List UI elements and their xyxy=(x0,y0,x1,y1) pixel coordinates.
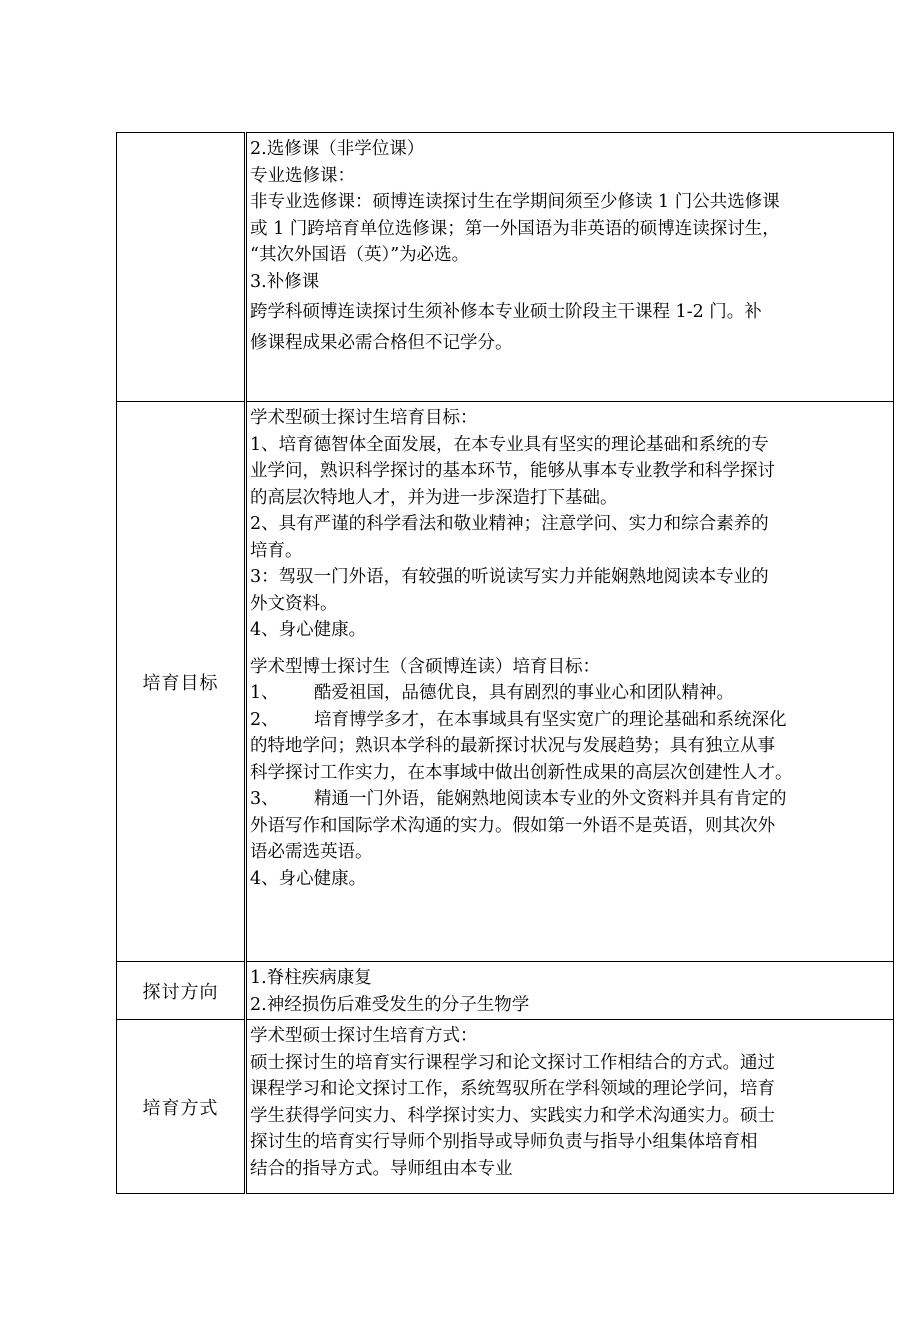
text-line: 修课程成果必需合格但不记学分。 xyxy=(250,332,513,353)
text-line: 培育。 xyxy=(250,540,303,561)
row-content-objectives xyxy=(246,402,894,962)
text-line: 3：驾驭一门外语，有较强的听说读写实力并能娴熟地阅读本专业的 xyxy=(250,567,769,587)
text-line: 业学问，熟识科学探讨的基本环节，能够从事本专业教学和科学探讨 xyxy=(250,461,775,481)
list-item: 2.神经损伤后难受发生的分子生物学 xyxy=(250,994,530,1015)
item-number: 2、 xyxy=(250,709,279,730)
text-line: 硕士探讨生的培育实行课程学习和论文探讨工作相结合的方式。通过 xyxy=(250,1052,775,1073)
item-number: 3、 xyxy=(250,789,279,809)
text-line: 2.选修课（非学位课） xyxy=(250,139,425,159)
doctor-objectives xyxy=(250,654,890,893)
text-line: 外语写作和国际学术沟通的实力。假如第一外语不是英语，则其次外 xyxy=(250,815,775,836)
text-line: 酷爱祖国，品德优良，具有剧烈的事业心和团队精神。 xyxy=(314,683,734,703)
list-item: 1.脊柱疾病康复 xyxy=(250,968,372,988)
text-line: 精通一门外语，能娴熟地阅读本专业的外文资料并具有肯定的 xyxy=(314,789,787,809)
doctor-objectives-title: 学术型博士探讨生（含硕博连读）培育目标： xyxy=(250,656,600,677)
text-line: 或 1 门跨培育单位选修课；第一外国语为非英语的硕博连读探讨生， xyxy=(250,218,780,239)
row-content-training-mode xyxy=(246,1020,894,1194)
text-line: 结合的指导方式。导师组由本专业 xyxy=(250,1158,513,1179)
text-line: 的高层次特地人才，并为进一步深造打下基础。 xyxy=(250,487,618,508)
program-table xyxy=(116,132,894,1194)
text-line: “其次外国语（英）”为必选。 xyxy=(250,245,470,265)
text-line: 科学探讨工作实力，在本事域中做出创新性成果的高层次创建性人才。 xyxy=(250,762,793,783)
row-electives xyxy=(117,133,894,402)
master-objectives xyxy=(250,405,890,644)
text-line: 外文资料。 xyxy=(250,593,338,614)
list-item: 4、身心健康。 xyxy=(250,868,367,889)
master-objectives-title: 学术型硕士探讨生培育目标： xyxy=(250,408,478,428)
text-line: 学术型硕士探讨生培育方式： xyxy=(250,1026,478,1046)
text-line: 探讨生的培育实行导师个别指导或导师负责与指导小组集体培育相 xyxy=(250,1132,758,1152)
text-line: 学生获得学问实力、科学探讨实力、实践实力和学术沟通实力。硕士 xyxy=(250,1105,775,1126)
text-line: 1、培育德智体全面发展，在本专业具有坚实的理论基础和系统的专 xyxy=(250,434,769,455)
text-line: 2、具有严谨的科学看法和敬业精神；注意学问、实力和综合素养的 xyxy=(250,514,769,534)
row-content-research-directions xyxy=(246,962,894,1020)
row-label-research-directions: 探讨方向 xyxy=(117,962,246,1020)
text-line: 的特地学问；熟识本学科的最新探讨状况与发展趋势；具有独立从事 xyxy=(250,736,775,756)
text-line: 3.补修课 xyxy=(250,271,320,292)
list-item xyxy=(250,786,890,866)
text-line: 专业选修课： xyxy=(250,165,355,186)
item-number: 1、 xyxy=(250,683,279,703)
text-line: 4、身心健康。 xyxy=(250,620,367,640)
text-line: 非专业选修课：硕博连读探讨生在学期间须至少修读 1 门公共选修课 xyxy=(250,192,780,212)
text-line: 培育博学多才，在本事域具有坚实宽广的理论基础和系统深化 xyxy=(314,709,787,730)
row-content-electives xyxy=(246,133,894,402)
row-label-training-mode: 培育方式 xyxy=(117,1020,246,1194)
text-line: 语必需选英语。 xyxy=(250,842,373,862)
row-label-electives xyxy=(117,133,246,402)
list-item xyxy=(250,680,890,707)
row-label-objectives: 培育目标 xyxy=(117,402,246,962)
row-training-mode xyxy=(117,1020,894,1194)
row-objectives xyxy=(117,402,894,962)
row-research-directions xyxy=(117,962,894,1020)
text-line: 课程学习和论文探讨工作，系统驾驭所在学科领域的理论学问，培育 xyxy=(250,1079,775,1099)
text-line: 跨学科硕博连读探讨生须补修本专业硕士阶段主干课程 1-2 门。补 xyxy=(250,302,762,322)
list-item xyxy=(250,707,890,787)
